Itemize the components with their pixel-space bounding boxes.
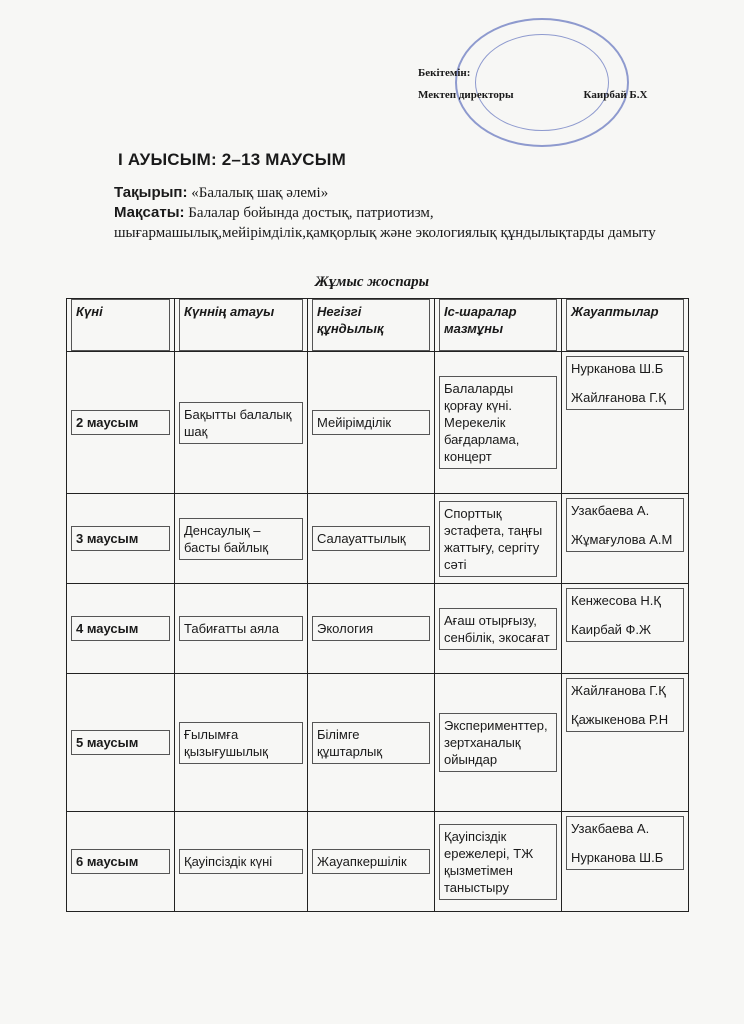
header-responsible: Жауаптылар xyxy=(562,299,689,352)
cell-events: Балаларды қорғау күні. Мерекелік бағдарлама, концерт xyxy=(435,352,562,494)
table-row xyxy=(67,584,689,674)
topic-label: Тақырып: xyxy=(114,184,188,201)
header-value: Негізгі құндылық xyxy=(308,299,435,352)
director-name: Каирбай Б.Х xyxy=(583,89,648,101)
cell-day: 4 маусым xyxy=(67,584,175,674)
cell-day: 6 маусым xyxy=(67,812,175,912)
cell-responsible xyxy=(562,352,689,494)
cell-events: Эксперименттер, зертханалық ойындар xyxy=(435,674,562,812)
goal-label: Мақсаты: xyxy=(114,204,185,221)
cell-responsible xyxy=(562,812,689,912)
cell-day: 5 маусым xyxy=(67,674,175,812)
cell-responsible xyxy=(562,494,689,584)
header-name: Күннің атауы xyxy=(175,299,308,352)
table-row xyxy=(67,674,689,812)
cell-day: 3 маусым xyxy=(67,494,175,584)
cell-name: Қауіпсіздік күні xyxy=(175,812,308,912)
header-events: Іс-шаралар мазмұны xyxy=(435,299,562,352)
cell-responsible xyxy=(562,584,689,674)
page-title: I АУЫСЫМ: 2–13 МАУСЫМ xyxy=(118,150,346,169)
table-row xyxy=(67,494,689,584)
cell-events: Қауіпсіздік ережелері, ТЖ қызметімен таныстыру xyxy=(435,812,562,912)
cell-name: Табиғатты аяла xyxy=(175,584,308,674)
work-plan-table xyxy=(66,298,689,912)
cell-name: Ғылымға қызығушылық xyxy=(175,674,308,812)
responsible-1: Узакбаева А. xyxy=(571,503,650,518)
approval-block xyxy=(418,62,647,106)
plan-title: Жұмыс жоспары xyxy=(314,274,430,290)
responsible-1: Кенжесова Н.Қ xyxy=(571,593,661,608)
responsible-2: Каирбай Ф.Ж xyxy=(571,622,652,637)
topic-value: «Балалық шақ әлемі» xyxy=(191,185,329,201)
responsible-2: Нурканова Ш.Б xyxy=(571,850,664,865)
cell-value: Экология xyxy=(308,584,435,674)
director-label: Мектеп директоры xyxy=(418,89,514,101)
responsible-2: Қажыкенова Р.Н xyxy=(571,712,669,727)
table-header-row xyxy=(67,299,689,352)
cell-value: Салауаттылық xyxy=(308,494,435,584)
cell-value: Жауапкершілік xyxy=(308,812,435,912)
header-day: Күні xyxy=(67,299,175,352)
cell-events: Спорттық эстафета, таңғы жаттығу, сергіту сәті xyxy=(435,494,562,584)
cell-name: Денсаулық – басты байлық xyxy=(175,494,308,584)
responsible-1: Нурканова Ш.Б xyxy=(571,361,664,376)
cell-day: 2 маусым xyxy=(67,352,175,494)
cell-value: Мейірімділік xyxy=(308,352,435,494)
approved-label: Бекітемін: xyxy=(418,67,471,79)
table-row xyxy=(67,812,689,912)
responsible-1: Жайлғанова Г.Қ xyxy=(571,683,666,698)
goal-value: Балалар бойында достық, патриотизм, шығармашылық,мейірімділік,қамқорлық және экологиялық құндылықтарды дамыту xyxy=(114,205,656,241)
responsible-2: Жайлғанова Г.Қ xyxy=(571,390,666,405)
cell-responsible xyxy=(562,674,689,812)
responsible-2: Жұмағулова А.М xyxy=(571,532,673,547)
topic-block xyxy=(114,183,694,243)
cell-name: Бақытты балалық шақ xyxy=(175,352,308,494)
cell-events: Ағаш отырғызу, сенбілік, экосағат xyxy=(435,584,562,674)
table-row xyxy=(67,352,689,494)
responsible-1: Узакбаева А. xyxy=(571,821,650,836)
cell-value: Білімге құштарлық xyxy=(308,674,435,812)
